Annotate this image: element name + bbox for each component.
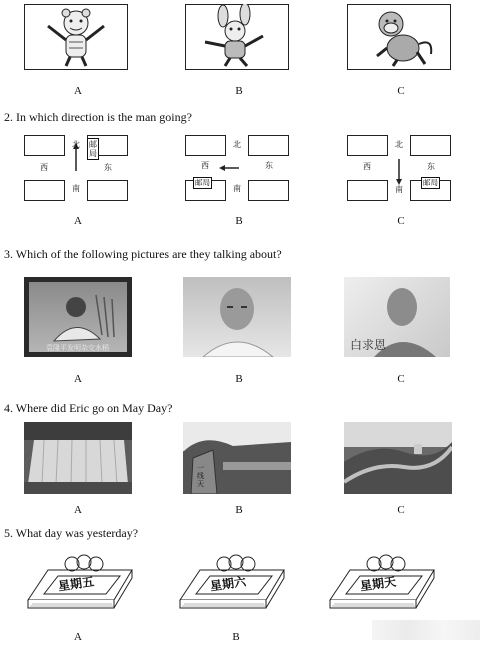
map-east-label: 东 — [104, 163, 112, 172]
q4-option-b-label[interactable]: B — [235, 504, 243, 516]
q4-option-a-label[interactable]: A — [74, 504, 82, 516]
q3-text: 3. Which of the following pictures are they talking about? — [4, 247, 282, 261]
post-office-label: 邮局 — [195, 178, 210, 187]
q1-option-b-image — [185, 4, 289, 70]
great-wall-icon — [344, 422, 452, 494]
post-office-label: 邮局 — [89, 140, 97, 158]
calendar-day-label: 星期六 — [209, 574, 247, 594]
photo-caption: 袁隆平发明杂交水稻 — [46, 344, 109, 352]
map-north-label: 北 — [395, 140, 403, 149]
q4-text: 4. Where did Eric go on May Day? — [4, 401, 173, 415]
q2-option-b-label[interactable]: B — [235, 215, 243, 227]
q2-option-b-map — [185, 135, 289, 201]
q5-option-a-calendar — [24, 548, 136, 614]
q2-option-c-map — [347, 135, 451, 201]
q5-text: 5. What day was yesterday? — [4, 526, 139, 540]
q5-option-c-calendar — [326, 548, 438, 614]
q3-option-b-photo — [183, 277, 291, 357]
q2-text: 2. In which direction is the man going? — [4, 110, 192, 124]
monkey-icon — [347, 4, 451, 70]
map-south-label: 南 — [72, 184, 80, 193]
map-south-label: 南 — [233, 184, 241, 193]
q3-option-b-label[interactable]: B — [235, 373, 243, 385]
q4-option-c-label[interactable]: C — [397, 504, 405, 516]
map-west-label: 西 — [201, 161, 209, 170]
watermark-blur — [372, 620, 480, 640]
photo-caption: 白求恩 — [350, 338, 387, 352]
q5-option-b-label[interactable]: B — [232, 631, 240, 643]
q3-option-c-label[interactable]: C — [397, 373, 405, 385]
map-east-label: 东 — [427, 162, 435, 171]
q3-option-a-label[interactable]: A — [74, 373, 82, 385]
waterfall-icon — [24, 422, 132, 494]
q2-option-a-map — [24, 135, 128, 201]
map-west-label: 西 — [363, 162, 371, 171]
q4-option-a-photo — [24, 422, 132, 494]
map-west-label: 西 — [40, 163, 48, 172]
q4-option-c-photo — [344, 422, 452, 494]
map-east-label: 东 — [265, 161, 273, 170]
tiger-icon — [24, 4, 128, 70]
map-north-label: 北 — [233, 140, 241, 149]
q3-option-c-photo — [344, 277, 450, 357]
map-north-label: 北 — [72, 140, 80, 149]
q1-option-a-label[interactable]: A — [74, 85, 82, 97]
q2-option-c-label[interactable]: C — [397, 215, 405, 227]
rabbit-icon — [185, 4, 289, 70]
post-office-label: 邮局 — [423, 178, 438, 187]
q5-option-b-calendar — [176, 548, 288, 614]
q1-option-c-label[interactable]: C — [397, 85, 405, 97]
map-south-label: 南 — [395, 185, 403, 194]
q4-option-b-photo — [183, 422, 291, 494]
q1-option-b-label[interactable]: B — [235, 85, 243, 97]
q3-option-a-photo — [24, 277, 132, 357]
calendar-day-label: 星期五 — [57, 574, 95, 594]
q5-option-a-label[interactable]: A — [74, 631, 82, 643]
q2-option-a-label[interactable]: A — [74, 215, 82, 227]
calendar-day-label: 星期天 — [359, 574, 397, 594]
photo-caption: 一线天 — [197, 464, 204, 488]
q1-option-c-image — [347, 4, 451, 70]
q1-option-a-image — [24, 4, 128, 70]
